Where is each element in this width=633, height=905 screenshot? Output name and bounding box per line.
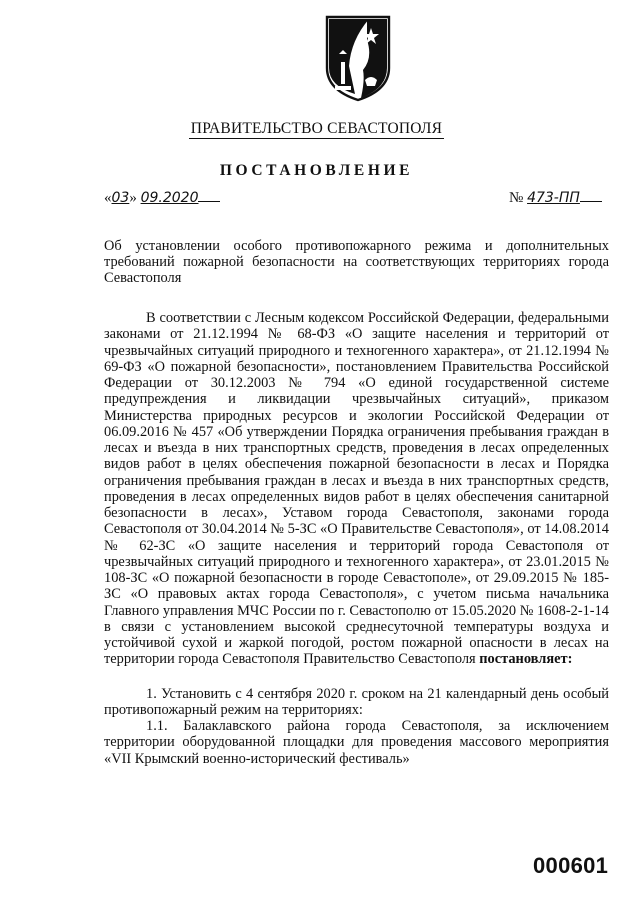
document-number [509,190,602,207]
form-serial-number: 000601 [533,853,609,878]
date-day: 03 [111,190,130,206]
document-body [104,310,609,767]
number-underline [580,200,602,202]
preamble-text: В соответствии с Лесным кодексом Российской Федерации, федеральными законами от 21.12.1994 № 68-ФЗ «О защите населения и территорий от чрезвычайных ситуаций природного и техногенного характера», от 21.12.1994 № 69-ФЗ «О пожарной безопасности», постановлением Правительства Российской Федерации от 30.12.2003 № 794 «О единой государственной системе предупреждения и ликвидации чрезвычайных ситуаций», приказом Министерства природных ресурсов и экологии Российской Федерации от 06.09.2016 № 457 «Об утверждении Порядка ограничения пребывания граждан в лесах и въезда в них транспортных средств, проведения в лесах определенных видов работ в целях обеспечения пожарной безопасности в лесах и Порядка ограничения пребывания граждан в лесах и въезда в них транспортных средств, проведения в лесах определенных видов работ в целях обеспечения санитарной безопасности в лесах», Уставом города Севастополя, законами города Севастополя от 30.04.2014 № 5-ЗС «О Правительстве Севастополя», от 14.08.2014 № 62-ЗС «О защите населения и территорий города Севастополя от чрезвычайных ситуаций природного и техногенного характера», от 23.01.2015 № 108-ЗС «О пожарной безопасности в городе Севастополе», от 29.09.2015 № 185-ЗС «О правовых актах города Севастополя», с учетом письма начальника Главного управления МЧС России по г. Севастополю от 15.05.2020 № 1608-2-1-14 в связи с установлением высокой среднесуточной температуры воздуха и устойчивой сухой и жаркой погодой, ростом пожарной опасности в лесах на территории города Севастополя Правительство Севастополя [104,310,609,668]
date-open-quote: « [104,190,112,206]
number-value: 473-ПП [527,190,580,206]
document-subject: Об установлении особого противопожарного режима и дополнительных требований пожарной безопасности на соответствующих территориях города Севастополя [104,238,609,287]
preamble-paragraph [104,310,609,668]
date-close-quote: » [129,190,137,206]
list-item: 1. Установить с 4 сентября 2020 г. сроком на 21 календарный день особый противопожарный режим на территориях: [104,685,609,718]
list-item: 1.1. Балаклавского района города Севастополя, за исключением территории оборудованной площадки для проведения массового мероприятия «VII Крымский военно-исторический фестиваль» [104,718,609,767]
coat-of-arms-icon [321,14,395,102]
date-underline [198,200,220,202]
decree-word: постановляет: [479,651,573,668]
document-date [104,190,220,207]
date-month-year: 09.2020 [140,190,199,206]
government-title: ПРАВИТЕЛЬСТВО СЕВАСТОПОЛЯ [190,120,443,137]
document-type: ПОСТАНОВЛЕНИЕ [219,162,414,179]
number-prefix: № [509,190,524,206]
